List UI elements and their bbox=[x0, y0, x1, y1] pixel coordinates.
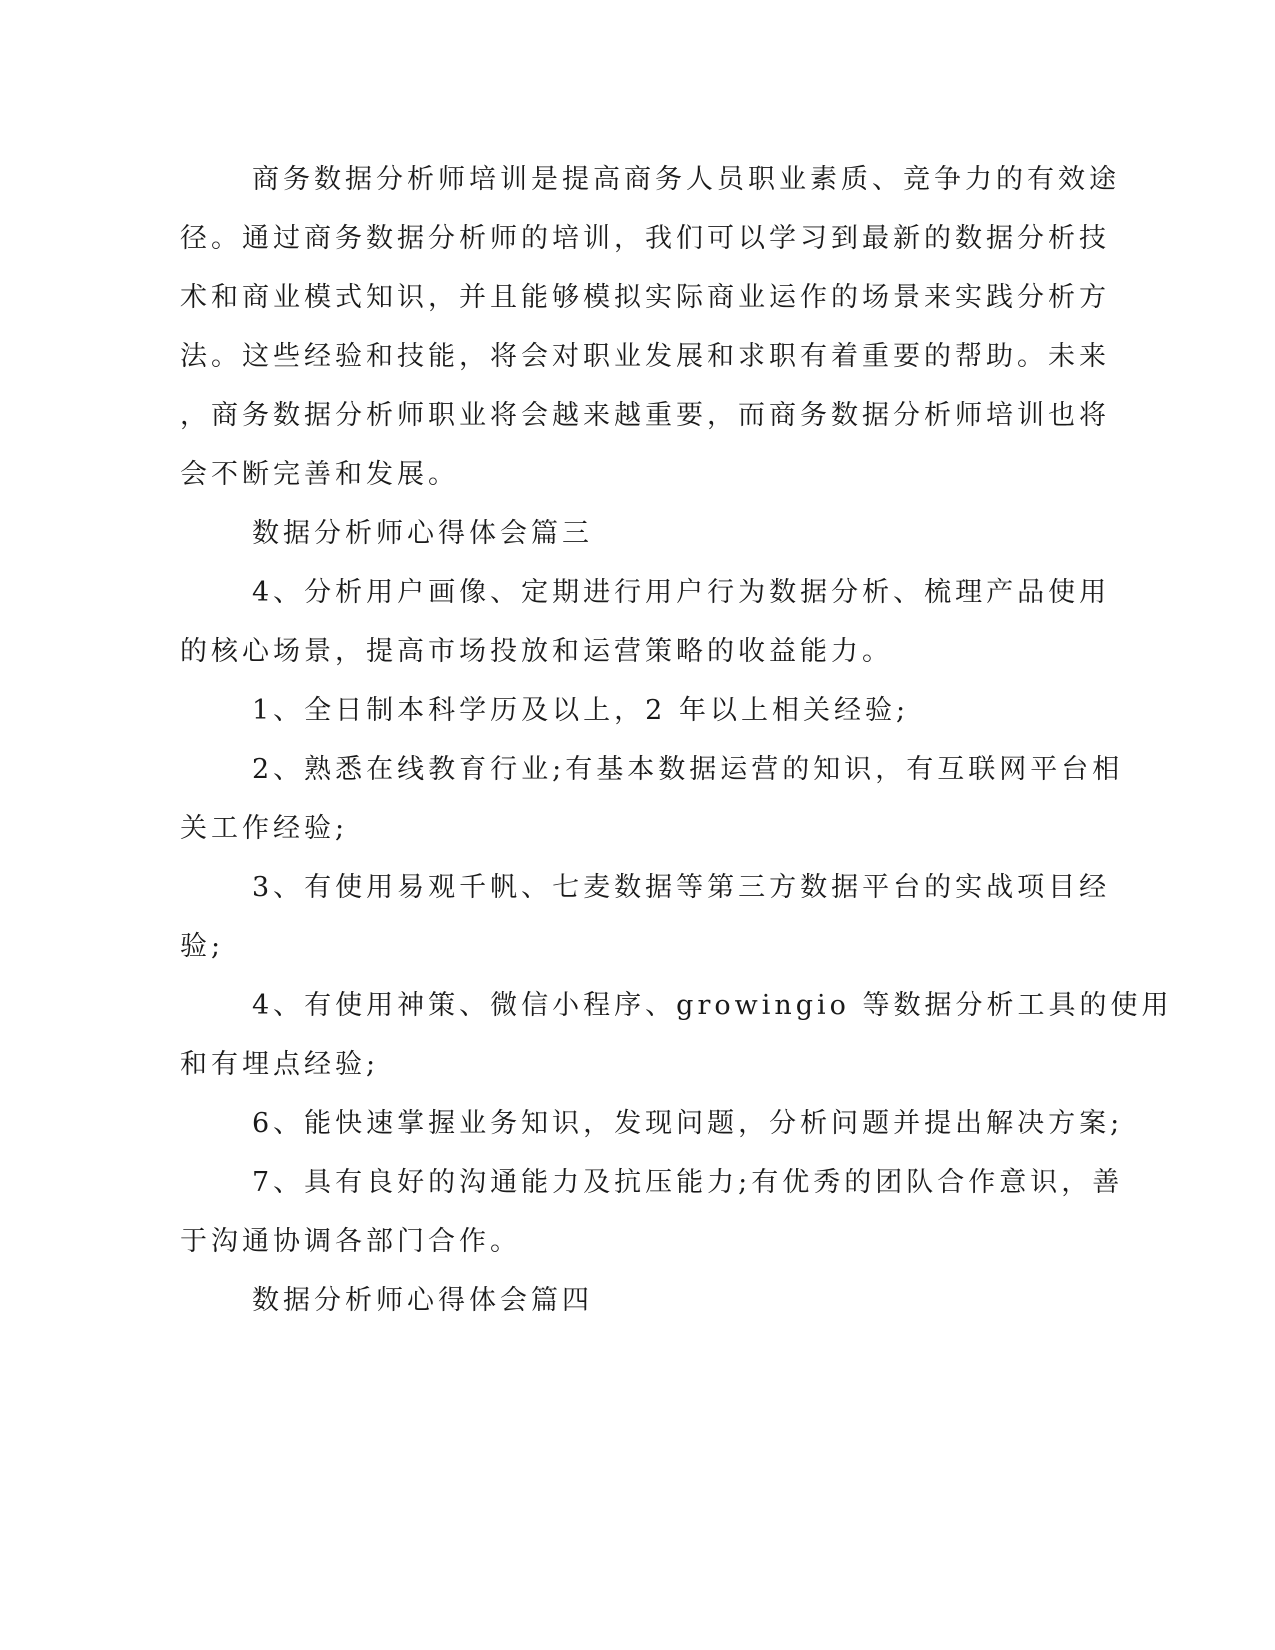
paragraph-line: 3、有使用易观千帆、七麦数据等第三方数据平台的实战项目经 bbox=[252, 872, 1111, 903]
paragraph-line: 6、能快速掌握业务知识，发现问题，分析问题并提出解决方案; bbox=[252, 1108, 1124, 1139]
section-heading: 数据分析师心得体会篇四 bbox=[252, 1285, 593, 1316]
paragraph-line: 术和商业模式知识，并且能够模拟实际商业运作的场景来实践分析方 bbox=[180, 282, 1110, 313]
paragraph-line: 7、具有良好的沟通能力及抗压能力;有优秀的团队合作意识，善 bbox=[252, 1167, 1124, 1198]
paragraph-line: 和有埋点经验; bbox=[180, 1049, 380, 1080]
paragraph-line: 4、有使用神策、微信小程序、growingio 等数据分析工具的使用 bbox=[252, 990, 1173, 1021]
paragraph-line: 验; bbox=[180, 931, 225, 962]
paragraph-line: 会不断完善和发展。 bbox=[180, 459, 459, 490]
paragraph-line: 1、全日制本科学历及以上，2 年以上相关经验; bbox=[252, 695, 910, 726]
paragraph-line: 于沟通协调各部门合作。 bbox=[180, 1226, 521, 1257]
paragraph-line: 径。通过商务数据分析师的培训，我们可以学习到最新的数据分析技 bbox=[180, 223, 1110, 254]
paragraph-line: 关工作经验; bbox=[180, 813, 349, 844]
paragraph-line: 法。这些经验和技能，将会对职业发展和求职有着重要的帮助。未来 bbox=[180, 341, 1110, 372]
paragraph-line: 的核心场景，提高市场投放和运营策略的收益能力。 bbox=[180, 636, 893, 667]
paragraph-line: 商务数据分析师培训是提高商务人员职业素质、竞争力的有效途 bbox=[252, 164, 1120, 195]
paragraph-line: 4、分析用户画像、定期进行用户行为数据分析、梳理产品使用 bbox=[252, 577, 1111, 608]
paragraph-line: 2、熟悉在线教育行业;有基本数据运营的知识，有互联网平台相 bbox=[252, 754, 1124, 785]
section-heading: 数据分析师心得体会篇三 bbox=[252, 518, 593, 549]
paragraph-line: ，商务数据分析师职业将会越来越重要，而商务数据分析师培训也将 bbox=[180, 400, 1110, 431]
